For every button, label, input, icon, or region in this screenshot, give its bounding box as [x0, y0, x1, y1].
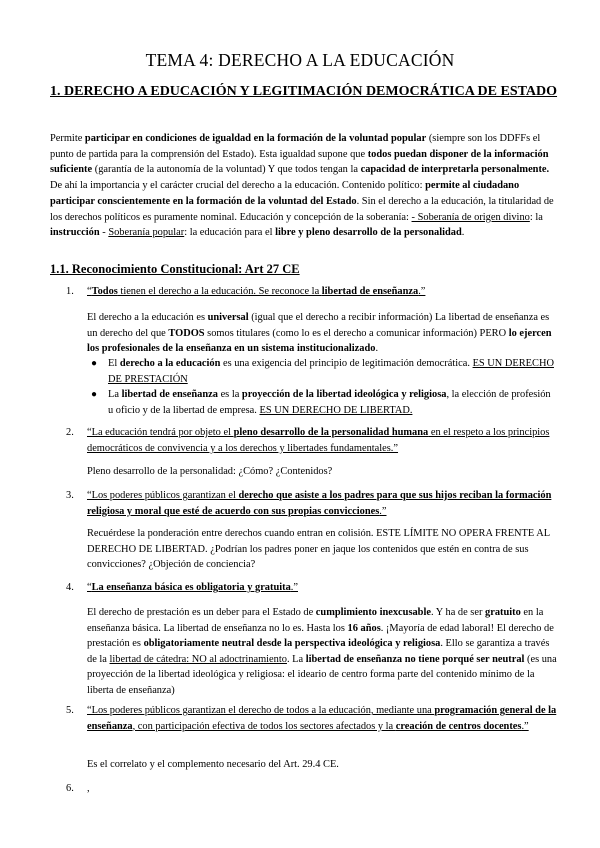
item-4-paragraph: El derecho de prestación es un deber para el Estado de cumplimiento inexcusable. Y ha de ser gratuito en la enseñanza básica. La libertad de enseñanza no lo es. Hasta los 16 años. ¡Mayoría de edad laboral! El derecho de prestación es obligatoriamente neutral desde la perspectiva ideológica y religiosa. Ello se garantiza a través de la libertad de cátedra: NO al adoctrinamiento. La libertad de enseñanza no tiene porqué ser neutral (es una proyección de la libertad ideológica y religiosa: el ideario de centro forma parte del contenido mínimo de la liberta de enseñanza) — [87, 607, 557, 696]
item-6-text: , — [87, 783, 90, 794]
item-number-5: 5. — [66, 705, 74, 716]
section-heading-1: 1. DERECHO A EDUCACIÓN Y LEGITIMACIÓN DEMOCRÁTICA DE ESTADO — [50, 84, 558, 99]
subsection-heading: 1.1. Reconocimiento Constitucional: Art 27 CE — [50, 262, 300, 276]
item-number-3: 3. — [66, 490, 74, 501]
item-5-quote: “Los poderes públicos garantizan el derecho de todos a la educación, mediante una programación general de la enseñanza, con participación efectiva de todos los sectores afectados y la creación de centros docentes.” — [87, 705, 557, 732]
item-number-4: 4. — [66, 582, 74, 593]
item-3-quote: “Los poderes públicos garantizan el derecho que asiste a los padres para que sus hijos reciban la formación religiosa y moral que esté de acuerdo con sus propias convicciones.” — [87, 490, 552, 517]
item-2-paragraph: Pleno desarrollo de la personalidad: ¿Cómo? ¿Contenidos? — [87, 466, 333, 477]
item-1-bullet-1: El derecho a la educación es una exigencia del principio de legitimación democrática. ES UN DERECHO DE PRESTACIÓN — [108, 358, 554, 385]
item-number-2: 2. — [66, 427, 74, 438]
item-1-quote: “Todos tienen el derecho a la educación. Se reconoce la libertad de enseñanza.” — [87, 286, 426, 297]
item-1-paragraph: El derecho a la educación es universal (igual que el derecho a recibir información) La libertad de enseñanza es un derecho del que TODOS somos titulares (como lo es el derecho a comunicar información) PERO lo ejercen los profesionales de la enseñanza en un sistema institucionalizado. — [87, 312, 552, 355]
item-5-paragraph: Es el correlato y el complemento necesario del Art. 29.4 CE. — [87, 759, 339, 770]
bullet-dot-icon: ● — [91, 358, 98, 369]
item-3-paragraph: Recuérdese la ponderación entre derechos cuando entran en colisión. ESTE LÍMITE NO OPERA FRENTE AL DERECHO DE LIBERTAD. ¿Podrían los padres poner en jaque los contenidos que estén en contra de sus convicciones? ¿Objeción de conciencia? — [87, 528, 550, 571]
item-4-quote: “La enseñanza básica es obligatoria y gratuita.” — [87, 582, 298, 593]
intro-paragraph: Permite participar en condiciones de igualdad en la formación de la voluntad popular (siempre son los DDFFs el punto de partida para la comprensión del Estado). Esta igualdad supone que todos puedan disponer de la información suficiente (garantía de la autonomía de la voluntad) Y que todos tengan la capacidad de interpretarla personalmente. De ahí la importancia y el carácter crucial del derecho a la educación. Contenido político: permite al ciudadano participar conscientemente en la formación de la voluntad del Estado. Sin el derecho a la educación, la titularidad de los derechos políticos es puramente nominal. Educación y concepción de la soberanía: - Soberanía de origen divino: la instrucción - Soberanía popular: la educación para el libre y pleno desarrollo de la personalidad. — [50, 133, 554, 239]
document-title: TEMA 4: DERECHO A LA EDUCACIÓN — [145, 50, 455, 70]
item-1-bullet-2: La libertad de enseñanza es la proyección de la libertad ideológica y religiosa, la elección de profesión u oficio y de la libertad de empresa. ES UN DERECHO DE LIBERTAD. — [108, 389, 551, 416]
bullet-dot-icon: ● — [91, 389, 98, 400]
item-number-6: 6. — [66, 783, 74, 794]
item-2-quote: “La educación tendrá por objeto el pleno desarrollo de la personalidad humana en el respeto a los principios democráticos de convivencia y a los derechos y libertades fundamentales.” — [87, 427, 550, 454]
item-number-1: 1. — [66, 286, 74, 297]
